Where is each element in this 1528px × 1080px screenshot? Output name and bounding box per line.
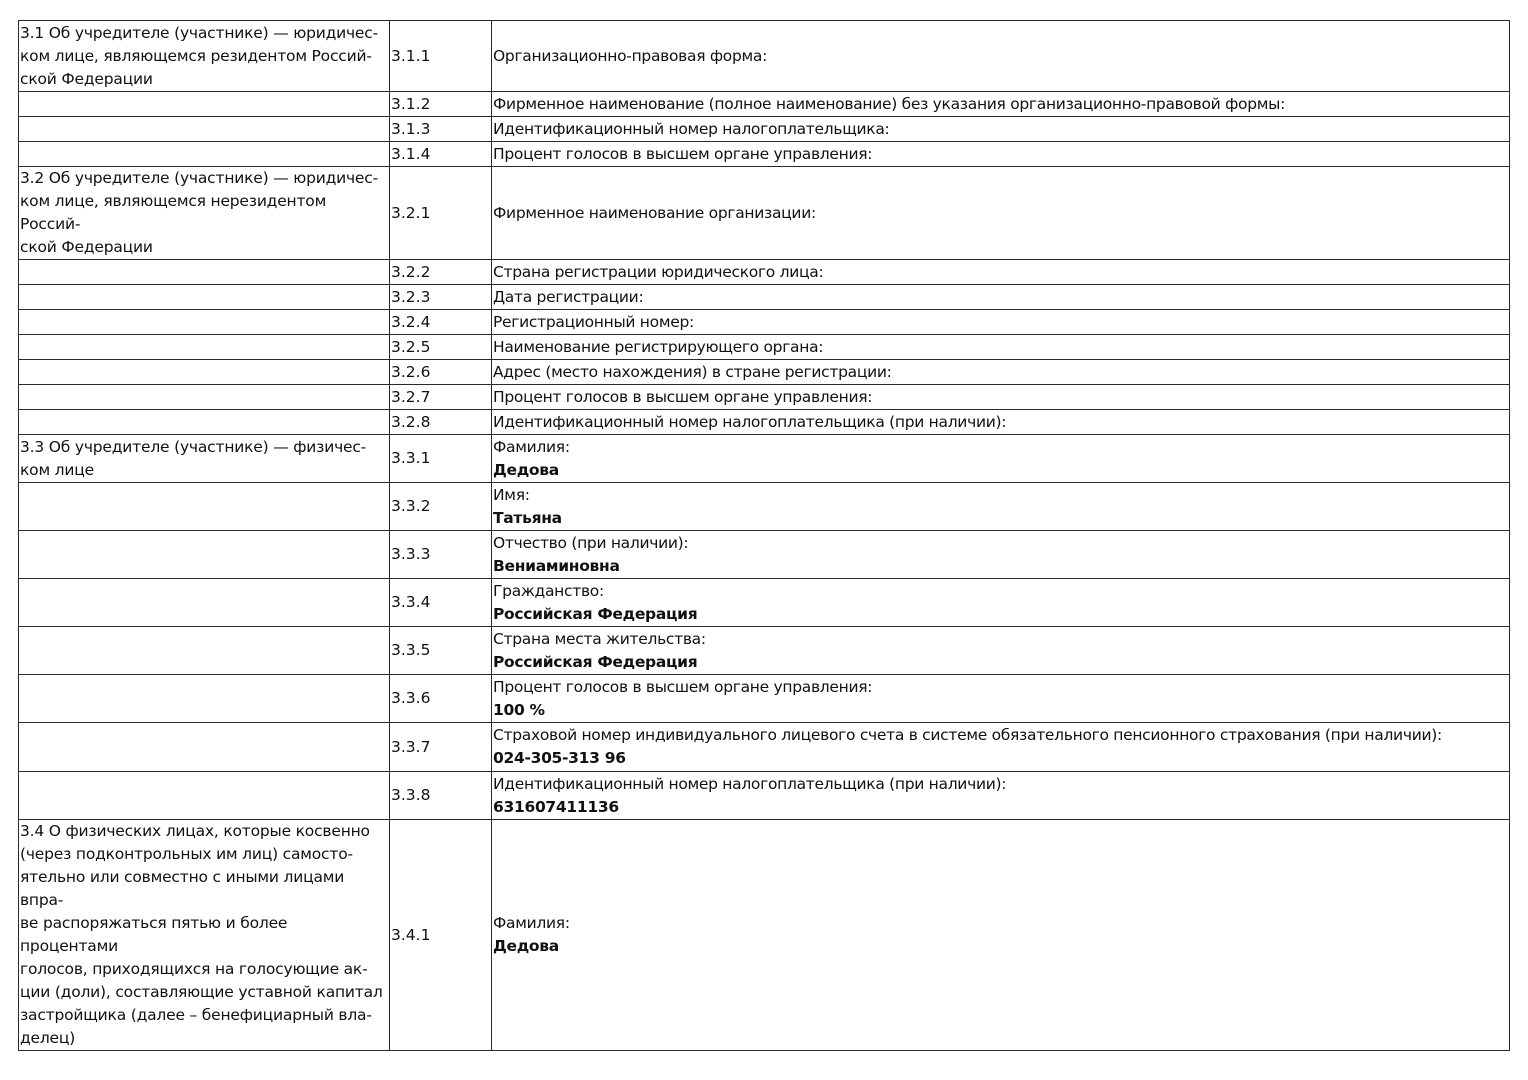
item-code: 3.3.3	[391, 545, 431, 563]
section-title-cell	[19, 167, 390, 260]
item-code: 3.3.6	[391, 689, 431, 707]
table-row	[19, 285, 1510, 310]
item-code: 3.3.4	[391, 593, 431, 611]
table-row	[19, 142, 1510, 167]
section-title-line: 3.2 Об учредителе (участнике) — юридичес-	[20, 169, 378, 187]
section-title-line: ской Федерации	[20, 69, 153, 88]
item-code-cell	[390, 723, 492, 772]
item-code: 3.3.2	[391, 497, 431, 515]
table-row	[19, 335, 1510, 360]
field-cell	[492, 435, 1510, 483]
table-row	[19, 385, 1510, 410]
section-title-cell	[19, 310, 390, 335]
field-cell	[492, 385, 1510, 410]
item-code-cell	[390, 435, 492, 483]
table-row	[19, 435, 1510, 483]
field-label: Процент голосов в высшем органе управления:	[493, 144, 873, 163]
field-cell	[492, 310, 1510, 335]
item-code: 3.2.4	[391, 312, 431, 331]
field-cell	[492, 627, 1510, 675]
table-row	[19, 260, 1510, 285]
section-title-cell	[19, 260, 390, 285]
field-cell	[492, 772, 1510, 820]
item-code-cell	[390, 579, 492, 627]
section-title-cell	[19, 92, 390, 117]
field-cell	[492, 117, 1510, 142]
item-code: 3.1.1	[391, 46, 431, 65]
field-label: Страна места жительства:	[493, 629, 706, 648]
table-row	[19, 675, 1510, 723]
item-code: 3.3.8	[391, 786, 431, 804]
field-label: Фамилия:	[493, 437, 570, 456]
section-title-cell	[19, 435, 390, 483]
section-title-line: (через подконтрольных им лиц) самосто-	[20, 845, 353, 863]
field-cell	[492, 167, 1510, 260]
section-title-line: делец)	[20, 1029, 76, 1047]
section-title-cell	[19, 772, 390, 820]
field-label: Процент голосов в высшем органе управления:	[493, 387, 873, 406]
field-label: Страховой номер индивидуального лицевого счета в системе обязательного пенсионного страхования (при наличии):	[493, 726, 1442, 744]
item-code-cell	[390, 675, 492, 723]
item-code: 3.1.2	[391, 94, 431, 113]
item-code: 3.2.7	[391, 387, 431, 406]
section-title-line: ятельно или совместно с иными лицами впра-	[20, 868, 345, 909]
field-cell	[492, 285, 1510, 310]
field-cell	[492, 531, 1510, 579]
field-label: Организационно-правовая форма:	[493, 46, 768, 65]
section-title-line: 3.3 Об учредителе (участнике) — физичес-	[20, 437, 367, 456]
item-code: 3.2.8	[391, 412, 431, 431]
field-label: Имя:	[493, 485, 530, 504]
section-title-cell	[19, 723, 390, 772]
field-cell	[492, 360, 1510, 385]
field-label: Гражданство:	[493, 581, 604, 600]
item-code-cell	[390, 385, 492, 410]
field-cell	[492, 335, 1510, 360]
section-title-line: 3.4 О физических лицах, которые косвенно	[20, 822, 370, 840]
table-row	[19, 820, 1510, 1051]
field-value: Вениаминовна	[493, 556, 620, 575]
field-label: Адрес (место нахождения) в стране регистрации:	[493, 362, 892, 381]
field-label: Наименование регистрирующего органа:	[493, 337, 824, 356]
field-value: Татьяна	[493, 508, 562, 527]
item-code-cell	[390, 483, 492, 531]
field-label: Идентификационный номер налогоплательщика:	[493, 119, 890, 138]
field-cell	[492, 142, 1510, 167]
field-label: Страна регистрации юридического лица:	[493, 262, 824, 281]
field-label: Фамилия:	[493, 914, 570, 932]
item-code-cell	[390, 167, 492, 260]
field-value: Российская Федерация	[493, 652, 698, 671]
section-title-cell	[19, 820, 390, 1051]
field-value: 631607411136	[493, 797, 619, 816]
field-label: Идентификационный номер налогоплательщика (при наличии):	[493, 412, 1007, 431]
field-label: Регистрационный номер:	[493, 312, 694, 331]
table-row	[19, 483, 1510, 531]
table-row	[19, 310, 1510, 335]
field-cell	[492, 260, 1510, 285]
section-title-line: ской Федерации	[20, 238, 153, 256]
section-title-line: ком лице, являющемся резидентом Россий-	[20, 46, 372, 65]
field-value: Дедова	[493, 937, 559, 955]
section-title-cell	[19, 360, 390, 385]
item-code: 3.2.6	[391, 362, 431, 381]
field-value: Дедова	[493, 460, 559, 479]
section-title-cell	[19, 531, 390, 579]
field-cell	[492, 820, 1510, 1051]
section-title-line: ком лице, являющемся нерезидентом Россий-	[20, 192, 327, 233]
section-title-cell	[19, 142, 390, 167]
field-label: Отчество (при наличии):	[493, 533, 689, 552]
item-code-cell	[390, 92, 492, 117]
founders-info-table	[18, 20, 1510, 1051]
item-code: 3.2.3	[391, 287, 431, 306]
item-code: 3.4.1	[391, 925, 431, 944]
field-label: Процент голосов в высшем органе управления:	[493, 677, 873, 696]
field-value: 100 %	[493, 700, 545, 719]
item-code-cell	[390, 117, 492, 142]
field-value: 024-305-313 96	[493, 749, 626, 767]
item-code-cell	[390, 260, 492, 285]
table-row	[19, 627, 1510, 675]
section-title-line: ве распоряжаться пятью и более процентами	[20, 914, 288, 955]
table-row	[19, 579, 1510, 627]
item-code-cell	[390, 820, 492, 1051]
field-label: Фирменное наименование (полное наименование) без указания организационно-правовой формы:	[493, 94, 1286, 113]
item-code-cell	[390, 410, 492, 435]
item-code-cell	[390, 142, 492, 167]
table-row	[19, 723, 1510, 772]
item-code: 3.2.2	[391, 262, 431, 281]
section-title-cell	[19, 285, 390, 310]
item-code-cell	[390, 21, 492, 92]
field-value: Российская Федерация	[493, 604, 698, 623]
field-cell	[492, 92, 1510, 117]
item-code-cell	[390, 360, 492, 385]
item-code: 3.1.4	[391, 144, 431, 163]
table-row	[19, 92, 1510, 117]
table-row	[19, 531, 1510, 579]
field-cell	[492, 410, 1510, 435]
section-title-cell	[19, 385, 390, 410]
item-code: 3.2.5	[391, 337, 431, 356]
section-title-cell	[19, 627, 390, 675]
field-label: Фирменное наименование организации:	[493, 203, 816, 222]
section-title-cell	[19, 675, 390, 723]
item-code-cell	[390, 285, 492, 310]
section-title-cell	[19, 483, 390, 531]
item-code-cell	[390, 627, 492, 675]
section-title-line: голосов, приходящихся на голосующие ак-	[20, 960, 368, 978]
item-code: 3.3.1	[391, 449, 431, 467]
section-title-cell	[19, 579, 390, 627]
section-title-cell	[19, 21, 390, 92]
section-title-line: 3.1 Об учредителе (участнике) — юридичес-	[20, 23, 378, 42]
table-row	[19, 772, 1510, 820]
item-code-cell	[390, 772, 492, 820]
field-cell	[492, 21, 1510, 92]
section-title-cell	[19, 410, 390, 435]
field-cell	[492, 723, 1510, 772]
item-code: 3.2.1	[391, 203, 431, 222]
section-title-line: застройщика (далее – бенефициарный вла-	[20, 1006, 372, 1024]
table-row	[19, 21, 1510, 92]
item-code: 3.3.5	[391, 641, 431, 659]
item-code-cell	[390, 335, 492, 360]
section-title-cell	[19, 117, 390, 142]
section-title-line: ком лице	[20, 460, 94, 479]
field-label: Дата регистрации:	[493, 287, 644, 306]
table-row	[19, 117, 1510, 142]
item-code-cell	[390, 531, 492, 579]
section-title-line: ции (доли), составляющие уставной капитал	[20, 983, 383, 1001]
table-row	[19, 410, 1510, 435]
section-title-cell	[19, 335, 390, 360]
table-row	[19, 167, 1510, 260]
item-code-cell	[390, 310, 492, 335]
item-code: 3.3.7	[391, 737, 431, 756]
table-row	[19, 360, 1510, 385]
field-label: Идентификационный номер налогоплательщика (при наличии):	[493, 774, 1007, 793]
field-cell	[492, 483, 1510, 531]
item-code: 3.1.3	[391, 119, 431, 138]
field-cell	[492, 675, 1510, 723]
field-cell	[492, 579, 1510, 627]
